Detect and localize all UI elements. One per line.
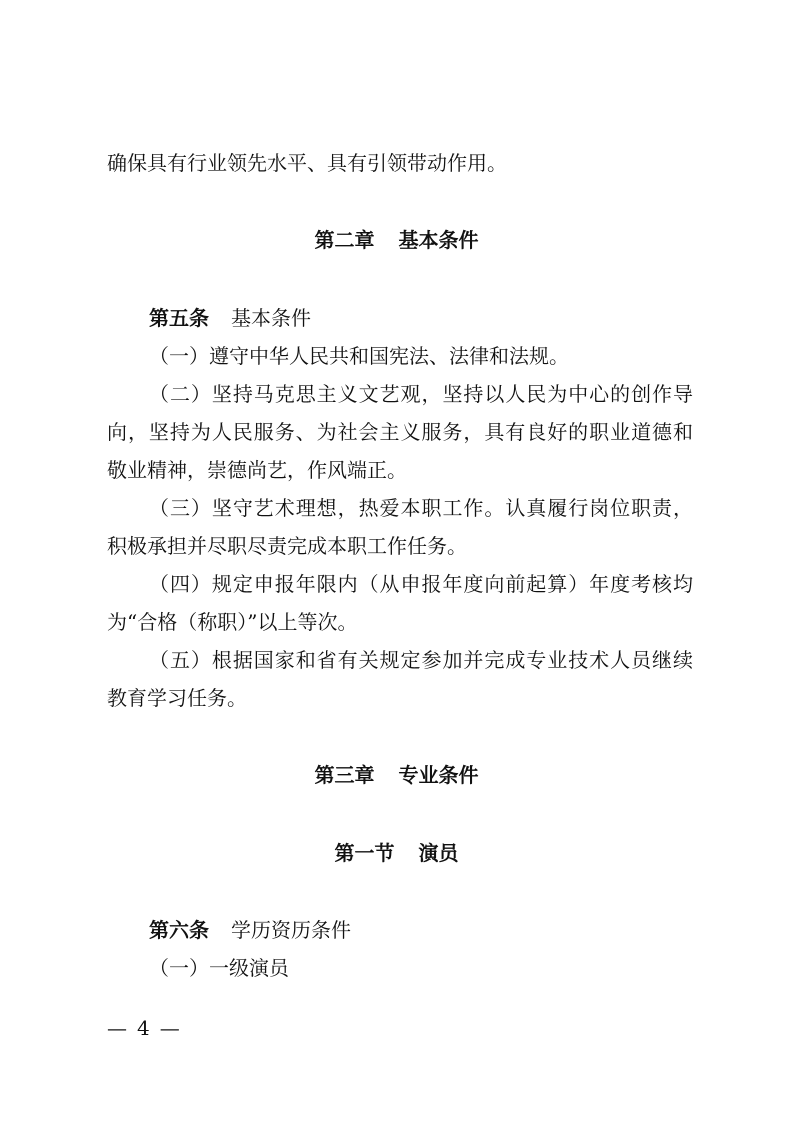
article-5-item-2-line-3: 敬业精神，崇德尚艺，作风端正。	[107, 458, 407, 482]
continuation-text: 确保具有行业领先水平、具有引领带动作用。	[107, 151, 507, 175]
article-6-item-1: （一）一级演员	[149, 956, 289, 980]
section-1-title: 演员	[418, 841, 459, 865]
article-5-number: 第五条	[149, 306, 209, 330]
footer-dash-right: —	[159, 1016, 180, 1040]
footer-dash-left: —	[107, 1016, 127, 1040]
chapter-2-number: 第二章	[314, 228, 375, 252]
article-5-heading	[149, 303, 693, 333]
page-number: 4	[137, 1016, 150, 1040]
section-1-heading	[0, 838, 793, 868]
article-6-heading	[149, 915, 693, 945]
article-5-title: 基本条件	[231, 306, 311, 330]
article-5-item-2-line-1: （二）坚持马克思主义文艺观，坚持以人民为中心的创作导	[149, 382, 693, 406]
chapter-3-heading	[0, 760, 793, 790]
article-5-item-5-line-1: （五）根据国家和省有关规定参加并完成专业技术人员继续	[149, 648, 693, 672]
article-5-item-3-line-2: 积极承担并尽职尽责完成本职工作任务。	[107, 534, 467, 558]
chapter-2-title: 基本条件	[398, 228, 479, 252]
article-5-item-5-line-2: 教育学习任务。	[107, 686, 247, 710]
chapter-3-title: 专业条件	[398, 763, 479, 787]
section-1-number: 第一节	[334, 841, 395, 865]
article-6-title: 学历资历条件	[231, 918, 351, 942]
chapter-2-heading	[0, 225, 793, 255]
article-5-item-1: （一）遵守中华人民共和国宪法、法律和法规。	[149, 344, 569, 368]
page-footer	[107, 1013, 180, 1043]
chapter-3-number: 第三章	[314, 763, 375, 787]
article-5-item-4-line-1: （四）规定申报年限内（从申报年度向前起算）年度考核均	[149, 572, 693, 596]
article-5-item-4-line-2: 为“合格（称职）”以上等次。	[107, 610, 358, 634]
article-5-item-3-line-1: （三）坚守艺术理想，热爱本职工作。认真履行岗位职责，	[149, 496, 693, 520]
article-5-item-2-line-2: 向，坚持为人民服务、为社会主义服务，具有良好的职业道德和	[107, 420, 693, 444]
article-6-number: 第六条	[149, 918, 209, 942]
